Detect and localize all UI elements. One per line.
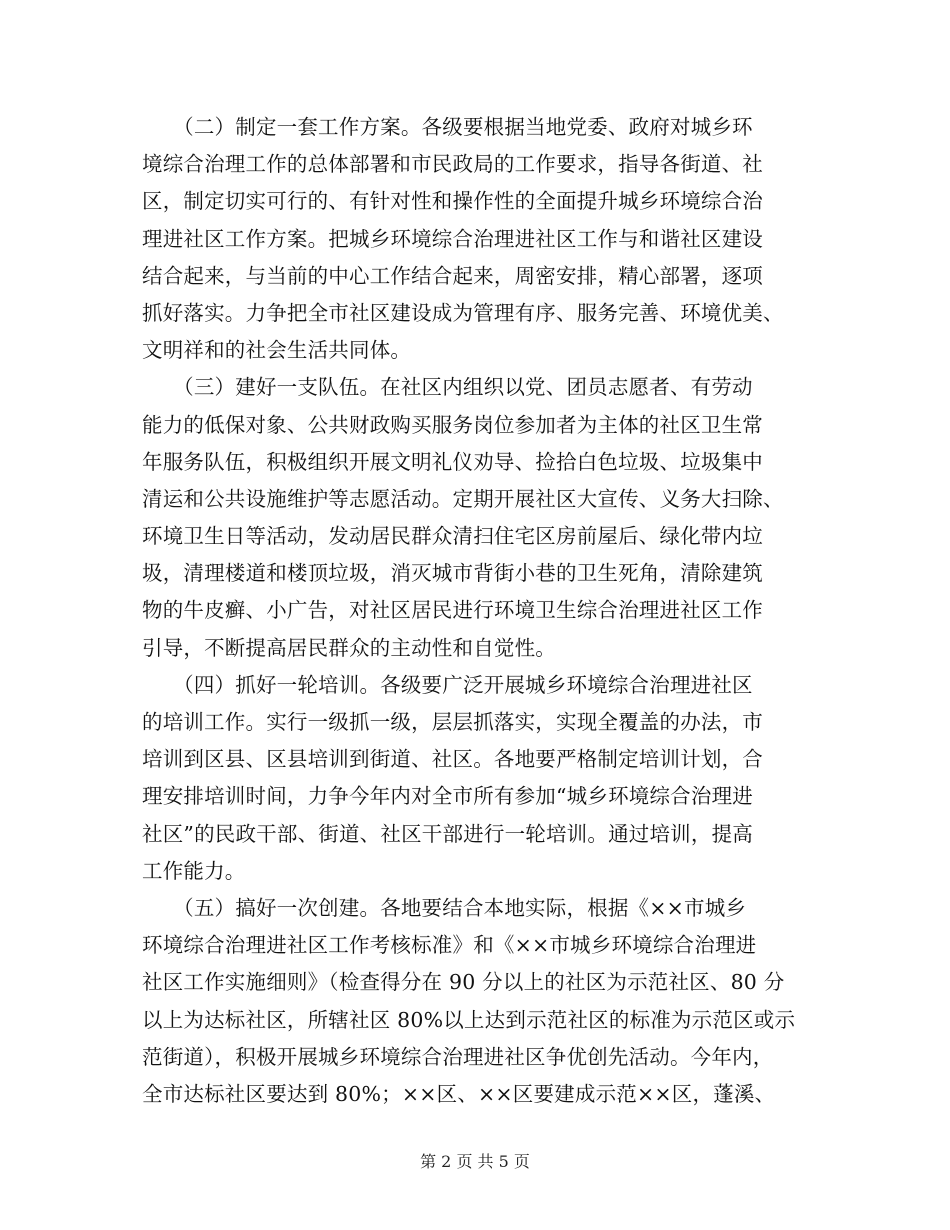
text-line: 的培训工作。实行一级抓一级，层层抓落实，实现全覆盖的办法，市 [142,710,763,734]
text-line: 环境综合治理进社区工作考核标准》和《××市城乡环境综合治理进 [142,933,757,958]
text-line: 结合起来，与当前的中心工作结合起来，周密安排，精心部署，逐项 [142,263,763,288]
text-line: （三）建好一支队伍。在社区内组织以党、团员志愿者、有劳动 [142,375,753,400]
text-line: 能力的低保对象、公共财政购买服务岗位参加者为主体的社区卫生常 [142,412,763,437]
text-line: 圾，清理楼道和楼顶垃圾，消灭城市背街小巷的卫生死角，清除建筑 [142,561,763,586]
text-line: 环境卫生日等活动，发动居民群众清扫住宅区房前屋后、绿化带内垃 [142,524,763,549]
text-line: 年服务队伍，积极组织开展文明礼仪劝导、捡拾白色垃圾、垃圾集中 [142,449,763,474]
text-line: 物的牛皮癣、小广告，对社区居民进行环境卫生综合治理进社区工作 [142,598,763,623]
text-line: 引导，不断提高居民群众的主动性和自觉性。 [142,635,556,660]
document-body [142,109,807,1113]
text-line: 理安排培训时间，力争今年内对全市所有参加“城乡环境综合治理进 [142,784,753,809]
page-number-footer: 第 2 页 共 5 页 [420,1152,530,1171]
text-line: （五）搞好一次创建。各地要结合本地实际，根据《××市城乡 [142,895,747,920]
text-line: 社区工作实施细则》（检查得分在 90 分以上的社区为示范社区、80 分 [142,970,785,995]
text-line: 工作能力。 [142,858,246,883]
text-line: 全市达标社区要达到 80%；××区、××区要建成示范××区，蓬溪、 [142,1081,776,1106]
text-line: 理进社区工作方案。把城乡环境综合治理进社区工作与和谐社区建设 [142,226,763,251]
text-line: 范街道），积极开展城乡环境综合治理进社区争优创先活动。今年内， [142,1044,774,1069]
text-line: 社区”的民政干部、街道、社区干部进行一轮培训。通过培训，提高 [142,821,753,846]
text-line: 培训到区县、区县培训到街道、社区。各地要严格制定培训计划，合 [142,747,763,772]
text-line: 境综合治理工作的总体部署和市民政局的工作要求，指导各街道、社 [142,152,763,177]
text-line: 清运和公共设施维护等志愿活动。定期开展社区大宣传、义务大扫除、 [142,486,784,511]
text-line: （四）抓好一轮培训。各级要广泛开展城乡环境综合治理进社区 [142,672,753,697]
text-line: 抓好落实。力争把全市社区建设成为管理有序、服务完善、环境优美、 [142,300,784,325]
text-line: 文明祥和的社会生活共同体。 [142,338,412,363]
text-line: 区，制定切实可行的、有针对性和操作性的全面提升城乡环境综合治 [142,189,763,214]
text-line: 以上为达标社区，所辖社区 80%以上达到示范社区的标准为示范区或示 [142,1007,796,1032]
text-line: （二）制定一套工作方案。各级要根据当地党委、政府对城乡环 [142,115,753,139]
